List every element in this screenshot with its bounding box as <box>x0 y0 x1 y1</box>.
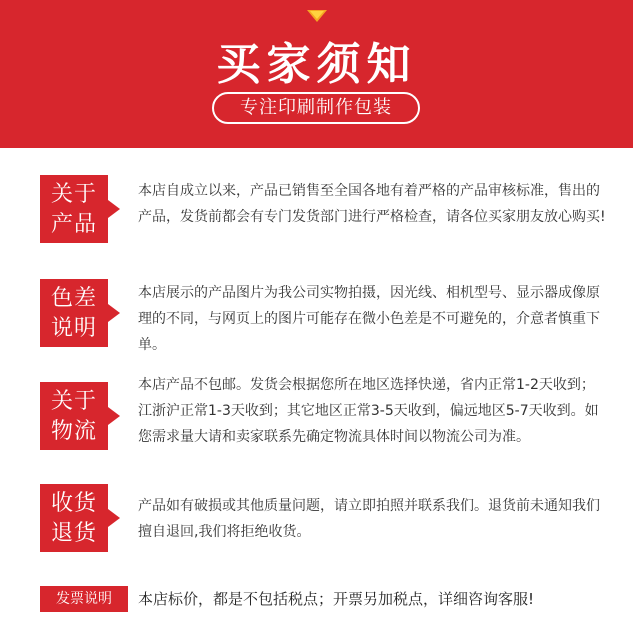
section-text: 本店展示的产品图片为我公司实物拍摄，因光线、相机型号、显示器成像原理的不同，与网页上的图片可能存在微小色差是不可避免的，介意者慎重下单。 <box>138 285 600 353</box>
section-text: 本店自成立以来，产品已销售至全国各地有着严格的产品审核标准，售出的产品，发货前都会有专门发货部门进行严格检查，请各位买家朋友放心购买! <box>138 183 606 225</box>
invoice-tag: 发票说明 <box>40 586 128 612</box>
tag-line-1: 关于 <box>50 182 97 207</box>
tag-line-2: 退货 <box>50 521 97 546</box>
page-subtitle: 专注印刷制作包装 <box>240 97 392 118</box>
tag-line-1: 关于 <box>50 389 97 414</box>
section-tag <box>40 382 108 450</box>
section-tag <box>40 279 108 347</box>
page-title: 买家须知 <box>216 39 417 90</box>
tag-pointer <box>108 509 120 527</box>
section-tag <box>40 175 108 243</box>
tag-line-1: 收货 <box>50 491 97 516</box>
chevron-down-icon <box>306 9 328 25</box>
tag-pointer <box>108 304 120 322</box>
header-banner <box>0 0 633 148</box>
section-text: 本店产品不包邮。发货会根据您所在地区选择快递，省内正常1-2天收到；江浙沪正常1-3天收到；其它地区正常3-5天收到，偏远地区5-7天收到。如您需求量大请和卖家联系先确定物流具体时间以物流公司为准。 <box>138 377 599 445</box>
section-text: 产品如有破损或其他质量问题，请立即拍照并联系我们。退货前未通知我们擅自退回,我们将拒绝收货。 <box>138 498 600 540</box>
tag-pointer <box>108 200 120 218</box>
tag-line-2: 说明 <box>50 316 97 341</box>
tag-line-2: 产品 <box>50 212 97 237</box>
section-tag <box>40 484 108 552</box>
invoice-text: 本店标价，都是不包括税点；开票另加税点，详细咨询客服! <box>138 590 535 608</box>
tag-pointer <box>108 407 120 425</box>
tag-line-1: 色差 <box>50 286 97 311</box>
tag-line-2: 物流 <box>50 419 97 444</box>
